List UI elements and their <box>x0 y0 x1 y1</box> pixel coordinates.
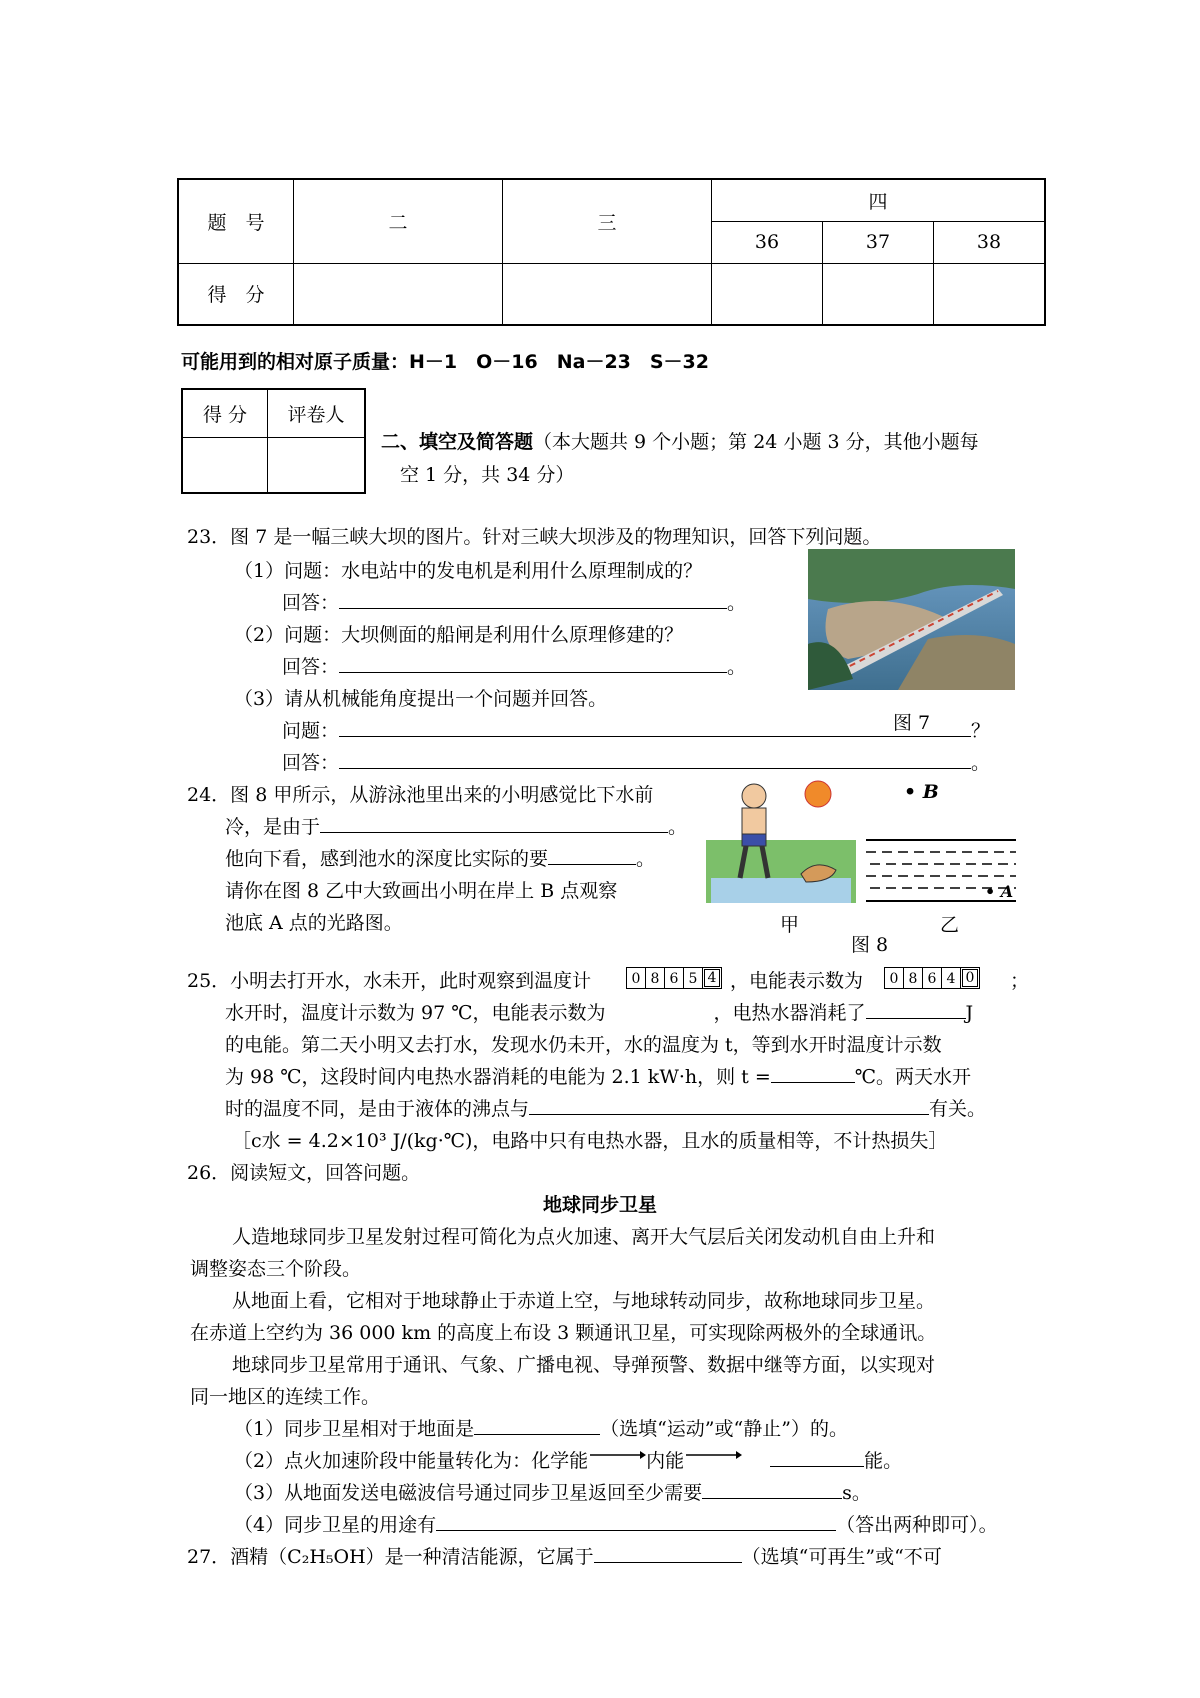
q27-text2: （选填“可再生”或“不可 <box>741 1546 942 1568</box>
q26-s2-text3: 能。 <box>864 1450 903 1472</box>
question-mark: ？ <box>971 720 991 742</box>
section2-title: 二、填空及简答题 <box>381 431 534 453</box>
q26-s3-blank[interactable] <box>702 1480 842 1499</box>
fig8-caption: 图 8 <box>851 934 889 956</box>
q26-sub4 <box>234 1510 998 1537</box>
q23-a1 <box>282 588 746 615</box>
grader-name-box[interactable] <box>268 437 366 493</box>
q23-p3: （3）请从机械能角度提出一个问题并回答。 <box>234 688 608 710</box>
q26-para1a: 人造地球同步卫星发射过程可简化为点火加速、离开大气层后关闭发动机自由上升和 <box>232 1226 936 1248</box>
q25-boiling-blank[interactable] <box>529 1096 929 1115</box>
q23-stem: 23．图 7 是一幅三峡大坝的图片。针对三峡大坝涉及的物理知识，回答下列问题。 <box>187 526 882 548</box>
q23-q3 <box>282 716 990 743</box>
q25-unit-J: J <box>965 1002 974 1024</box>
score-er[interactable] <box>294 263 503 325</box>
col-si: 四 <box>712 179 1046 221</box>
atomic-masses: 可能用到的相对原子质量：H－1 O－16 Na－23 S－32 <box>181 351 710 373</box>
q23-p2: （2）问题：大坝侧面的船闸是利用什么原理修建的？ <box>234 624 684 646</box>
answer-label: 回答： <box>282 592 340 614</box>
dam-photo <box>808 549 1015 690</box>
q26-title: 地球同步卫星 <box>543 1194 658 1216</box>
q26-s1-text2: （选填“运动”或“静止”）的。 <box>600 1418 848 1440</box>
arrow-icon <box>588 1449 646 1467</box>
period: 。 <box>971 752 991 774</box>
q25-l4-text: 为 98 ℃，这段时间内电热水器消耗的电能为 2.1 kW·h，则 t = <box>225 1066 771 1088</box>
q23-answer1-blank[interactable] <box>339 590 727 609</box>
meter2-digit: 0 <box>884 967 904 989</box>
energy-meter-display <box>884 967 979 989</box>
q27-text: 27．酒精（C₂H₅OH）是一种清洁能源，它属于 <box>187 1546 594 1568</box>
meter2-digit: 4 <box>941 967 961 989</box>
q25-line5 <box>225 1094 986 1121</box>
q25-line4 <box>225 1062 971 1089</box>
q25-line2 <box>225 998 973 1025</box>
q26-para2b: 在赤道上空约为 36 000 km 的高度上布设 3 颗通讯卫星，可实现除两极外的全球通讯。 <box>190 1322 937 1344</box>
label-jia: 甲 <box>780 914 800 936</box>
grader-pingjuanren: 评卷人 <box>268 389 366 437</box>
fig8-jia-cartoon <box>706 778 856 903</box>
q24-line4: 请你在图 8 乙中大致画出小明在岸上 B 点观察 <box>225 880 618 902</box>
score-37[interactable] <box>823 263 934 325</box>
q23-answer2-blank[interactable] <box>339 654 727 673</box>
grader-defen: 得 分 <box>182 389 268 437</box>
question-label: 问题： <box>282 720 340 742</box>
col-36: 36 <box>712 221 823 263</box>
meter1-digit: 0 <box>626 967 646 989</box>
q25-line6: ［c水 = 4.2×10³ J/(kg·℃)，电路中只有电热水器，且水的质量相等，不计热损失］ <box>232 1130 948 1152</box>
fig7-caption: 图 7 <box>893 712 931 734</box>
meter1-digit-last: 4 <box>702 967 722 989</box>
score-38[interactable] <box>934 263 1046 325</box>
q24-line5: 池底 A 点的光路图。 <box>225 912 403 934</box>
period: 。 <box>668 816 688 838</box>
q24-line2 <box>225 812 687 839</box>
q24-reason-blank[interactable] <box>320 814 668 833</box>
q24-line1: 24．图 8 甲所示，从游泳池里出来的小明感觉比下水前 <box>187 784 654 806</box>
q23-p1: （1）问题：水电站中的发电机是利用什么原理制成的？ <box>234 560 703 582</box>
q26-s4-blank[interactable] <box>436 1512 836 1531</box>
q25-l2-text2: ，电热水器消耗了 <box>713 1002 866 1024</box>
q26-stem: 26．阅读短文，回答问题。 <box>187 1162 421 1184</box>
section2-note1: （本大题共 9 个小题；第 24 小题 3 分，其他小题每 <box>533 431 979 453</box>
meter1-digit: 5 <box>683 967 703 989</box>
q24-line3 <box>225 844 655 871</box>
section2-note2: 空 1 分，共 34 分） <box>400 464 575 486</box>
q26-s1-blank[interactable] <box>474 1416 600 1435</box>
q26-sub2 <box>234 1446 902 1473</box>
q26-s4-text: （4）同步卫星的用途有 <box>234 1514 437 1536</box>
label-A-text: A <box>1000 882 1014 901</box>
label-B-text: B <box>922 781 939 803</box>
tihao-cell: 题 号 <box>178 179 294 263</box>
meter2-digit: 6 <box>922 967 942 989</box>
q26-para3b: 同一地区的连续工作。 <box>190 1386 381 1408</box>
defen-cell: 得 分 <box>178 263 294 325</box>
q25-energy-blank[interactable] <box>866 1000 966 1019</box>
q26-para1b: 调整姿态三个阶段。 <box>190 1258 362 1280</box>
q26-s3-text2: s。 <box>842 1482 871 1504</box>
label-B: • B <box>904 781 939 803</box>
label-yi: 乙 <box>940 914 960 936</box>
grader-table <box>181 388 366 494</box>
period: 。 <box>727 592 747 614</box>
q25-l5-text2: 有关。 <box>929 1098 987 1120</box>
arrow-icon <box>684 1449 742 1467</box>
grader-score-box[interactable] <box>182 437 268 493</box>
q25-line1c: ； <box>1010 970 1030 992</box>
q26-s2-text2: 内能 <box>646 1450 685 1472</box>
q25-l4-text2: ℃。两天水开 <box>854 1066 972 1088</box>
section2-header <box>381 427 979 454</box>
thermometer-display <box>626 967 721 989</box>
q26-sub1 <box>234 1414 848 1441</box>
q26-s2-blank[interactable] <box>770 1448 864 1467</box>
q25-line1b: ，电能表示数为 <box>730 970 864 992</box>
q23-a2 <box>282 652 746 679</box>
meter1-digit: 6 <box>664 967 684 989</box>
score-36[interactable] <box>712 263 823 325</box>
q25-l2-text: 水开时，温度计示数为 97 ℃，电能表示数为 <box>225 1002 606 1024</box>
q27-line <box>187 1542 942 1569</box>
period: 。 <box>636 848 656 870</box>
meter1-digit: 8 <box>645 967 665 989</box>
q25-t-blank[interactable] <box>771 1064 855 1083</box>
q25-line1a: 25．小明去打开水，水未开，此时观察到温度计 <box>187 970 592 992</box>
q27-blank[interactable] <box>594 1544 742 1563</box>
q26-s2-text: （2）点火加速阶段中能量转化为：化学能 <box>234 1450 589 1472</box>
q26-sub3 <box>234 1478 871 1505</box>
answer-label: 回答： <box>282 656 340 678</box>
q26-para3a: 地球同步卫星常用于通讯、气象、广播电视、导弹预警、数据中继等方面，以实现对 <box>232 1354 936 1376</box>
period: 。 <box>727 656 747 678</box>
q26-s4-text2: （答出两种即可）。 <box>836 1514 998 1536</box>
q24-l2-text: 冷，是由于 <box>225 816 321 838</box>
q25-line3: 的电能。第二天小明又去打水，发现水仍未开，水的温度为 t，等到水开时温度计示数 <box>225 1034 942 1056</box>
q26-s1-text: （1）同步卫星相对于地面是 <box>234 1418 475 1440</box>
answer-label: 回答： <box>282 752 340 774</box>
col-er: 二 <box>294 179 503 263</box>
q23-answer3-blank[interactable] <box>339 750 971 769</box>
score-san[interactable] <box>503 263 712 325</box>
q25-l5-text: 时的温度不同，是由于液体的沸点与 <box>225 1098 530 1120</box>
q24-depth-blank[interactable] <box>548 846 636 865</box>
col-37: 37 <box>823 221 934 263</box>
q23-a3 <box>282 748 990 775</box>
q24-l3-text: 他向下看，感到池水的深度比实际的要 <box>225 848 549 870</box>
col-san: 三 <box>503 179 712 263</box>
col-38: 38 <box>934 221 1046 263</box>
q26-s3-text: （3）从地面发送电磁波信号通过同步卫星返回至少需要 <box>234 1482 703 1504</box>
label-A: • A <box>985 882 1014 901</box>
score-table <box>177 178 1046 326</box>
meter2-digit-last: 0 <box>960 967 980 989</box>
q23-question3-blank[interactable] <box>339 718 971 737</box>
meter2-digit: 8 <box>903 967 923 989</box>
q26-para2a: 从地面上看，它相对于地球静止于赤道上空，与地球转动同步，故称地球同步卫星。 <box>232 1290 936 1312</box>
